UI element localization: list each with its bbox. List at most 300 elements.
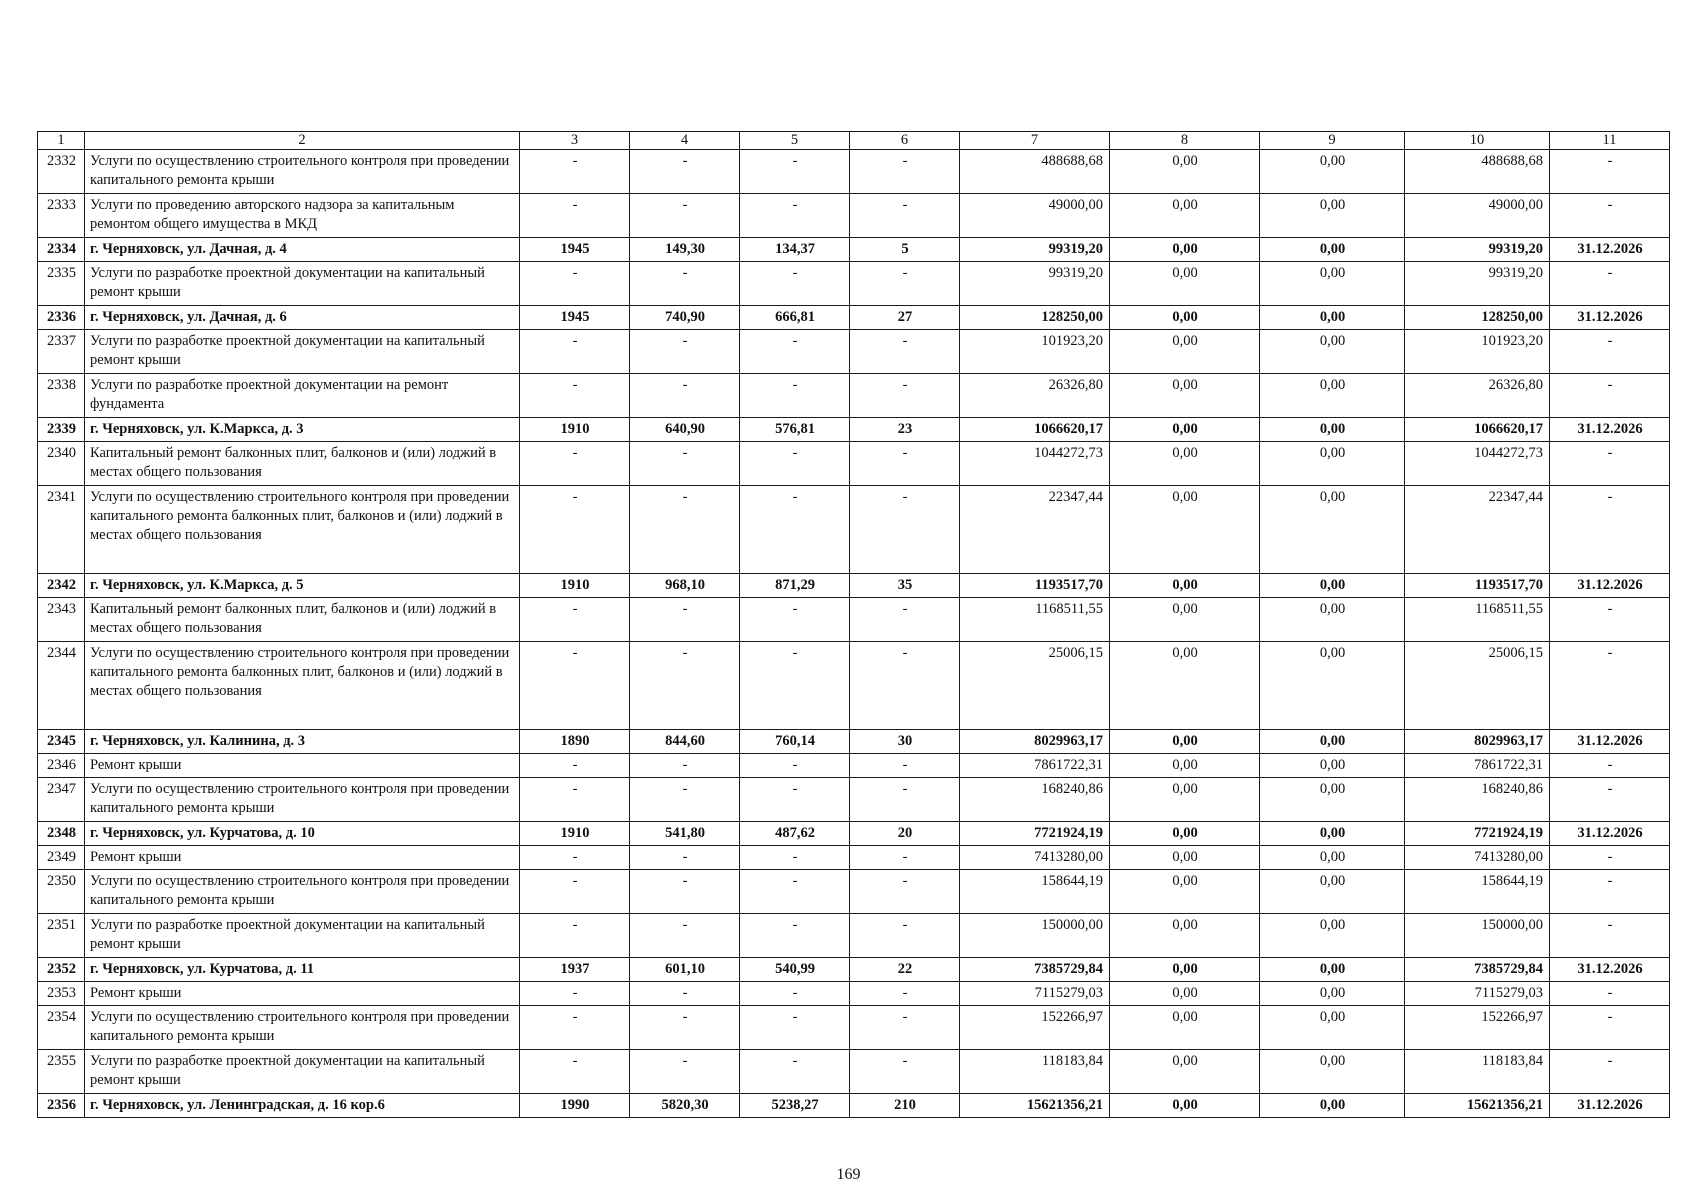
total-area-cell: - <box>630 778 740 822</box>
row-number-cell: 2343 <box>38 598 85 642</box>
deadline-cell: - <box>1550 914 1670 958</box>
living-area-cell: 134,37 <box>740 238 850 262</box>
year-cell: 1910 <box>520 418 630 442</box>
living-area-cell: 540,99 <box>740 958 850 982</box>
table-row <box>38 1094 1670 1118</box>
deadline-cell: - <box>1550 642 1670 730</box>
residents-cell: 35 <box>850 574 960 598</box>
fund-cell: 0,00 <box>1110 754 1260 778</box>
work-name-cell: Услуги по осуществлению строительного контроля при проведении капитального ремонта крыши <box>85 870 520 914</box>
row-number-cell: 2345 <box>38 730 85 754</box>
budget-cell: 0,00 <box>1260 262 1405 306</box>
work-name-cell: Ремонт крыши <box>85 846 520 870</box>
total-area-cell: - <box>630 442 740 486</box>
row-number-cell: 2337 <box>38 330 85 374</box>
total-cost-cell: 1044272,73 <box>960 442 1110 486</box>
row-number-cell: 2349 <box>38 846 85 870</box>
residents-cell: - <box>850 262 960 306</box>
year-cell: 1910 <box>520 574 630 598</box>
row-number-cell: 2355 <box>38 1050 85 1094</box>
budget-cell: 0,00 <box>1260 330 1405 374</box>
work-name-cell: Услуги по проведению авторского надзора за капитальным ремонтом общего имущества в МКД <box>85 194 520 238</box>
total-area-cell: 5820,30 <box>630 1094 740 1118</box>
deadline-cell: - <box>1550 330 1670 374</box>
total-cost-cell: 99319,20 <box>960 238 1110 262</box>
row-number-cell: 2332 <box>38 150 85 194</box>
work-name-cell: Услуги по осуществлению строительного контроля при проведении капитального ремонта крыши <box>85 150 520 194</box>
column-header: 7 <box>960 132 1110 150</box>
column-header: 10 <box>1405 132 1550 150</box>
deadline-cell: 31.12.2026 <box>1550 418 1670 442</box>
capital-repair-table <box>37 131 1670 1118</box>
deadline-cell: - <box>1550 1006 1670 1050</box>
deadline-cell: 31.12.2026 <box>1550 822 1670 846</box>
work-name-cell: Услуги по разработке проектной документации на капитальный ремонт крыши <box>85 262 520 306</box>
residents-cell: - <box>850 598 960 642</box>
deadline-cell: - <box>1550 870 1670 914</box>
fund-cell: 0,00 <box>1110 642 1260 730</box>
budget-cell: 0,00 <box>1260 194 1405 238</box>
total-cost-cell: 158644,19 <box>960 870 1110 914</box>
total-area-cell: 740,90 <box>630 306 740 330</box>
owners-funds-cell: 101923,20 <box>1405 330 1550 374</box>
owners-funds-cell: 7861722,31 <box>1405 754 1550 778</box>
budget-cell: 0,00 <box>1260 642 1405 730</box>
living-area-cell: - <box>740 778 850 822</box>
year-cell: - <box>520 262 630 306</box>
owners-funds-cell: 128250,00 <box>1405 306 1550 330</box>
column-header: 6 <box>850 132 960 150</box>
deadline-cell: - <box>1550 486 1670 574</box>
residents-cell: 22 <box>850 958 960 982</box>
work-name-cell: Капитальный ремонт балконных плит, балконов и (или) лоджий в местах общего пользования <box>85 442 520 486</box>
year-cell: - <box>520 1006 630 1050</box>
year-cell: - <box>520 778 630 822</box>
year-cell: - <box>520 870 630 914</box>
fund-cell: 0,00 <box>1110 1050 1260 1094</box>
year-cell: 1990 <box>520 1094 630 1118</box>
residents-cell: - <box>850 870 960 914</box>
deadline-cell: - <box>1550 194 1670 238</box>
residents-cell: - <box>850 778 960 822</box>
total-area-cell: 601,10 <box>630 958 740 982</box>
table-row <box>38 914 1670 958</box>
owners-funds-cell: 7385729,84 <box>1405 958 1550 982</box>
fund-cell: 0,00 <box>1110 194 1260 238</box>
column-number-row <box>38 132 1670 150</box>
row-number-cell: 2348 <box>38 822 85 846</box>
total-area-cell: - <box>630 914 740 958</box>
deadline-cell: 31.12.2026 <box>1550 238 1670 262</box>
fund-cell: 0,00 <box>1110 1006 1260 1050</box>
row-number-cell: 2342 <box>38 574 85 598</box>
total-cost-cell: 7861722,31 <box>960 754 1110 778</box>
fund-cell: 0,00 <box>1110 374 1260 418</box>
budget-cell: 0,00 <box>1260 374 1405 418</box>
total-cost-cell: 7721924,19 <box>960 822 1110 846</box>
total-area-cell: - <box>630 846 740 870</box>
budget-cell: 0,00 <box>1260 418 1405 442</box>
residents-cell: 210 <box>850 1094 960 1118</box>
fund-cell: 0,00 <box>1110 1094 1260 1118</box>
total-area-cell: 968,10 <box>630 574 740 598</box>
row-number-cell: 2340 <box>38 442 85 486</box>
work-name-cell: г. Черняховск, ул. Курчатова, д. 10 <box>85 822 520 846</box>
fund-cell: 0,00 <box>1110 598 1260 642</box>
work-name-cell: Услуги по разработке проектной документации на капитальный ремонт крыши <box>85 1050 520 1094</box>
row-number-cell: 2352 <box>38 958 85 982</box>
residents-cell: - <box>850 982 960 1006</box>
owners-funds-cell: 158644,19 <box>1405 870 1550 914</box>
year-cell: - <box>520 374 630 418</box>
residents-cell: - <box>850 642 960 730</box>
row-number-cell: 2335 <box>38 262 85 306</box>
residents-cell: - <box>850 846 960 870</box>
row-number-cell: 2351 <box>38 914 85 958</box>
fund-cell: 0,00 <box>1110 330 1260 374</box>
year-cell: - <box>520 442 630 486</box>
owners-funds-cell: 15621356,21 <box>1405 1094 1550 1118</box>
living-area-cell: 487,62 <box>740 822 850 846</box>
residents-cell: - <box>850 442 960 486</box>
year-cell: 1945 <box>520 238 630 262</box>
owners-funds-cell: 488688,68 <box>1405 150 1550 194</box>
residents-cell: - <box>850 1050 960 1094</box>
residents-cell: - <box>850 1006 960 1050</box>
row-number-cell: 2347 <box>38 778 85 822</box>
owners-funds-cell: 1168511,55 <box>1405 598 1550 642</box>
living-area-cell: - <box>740 442 850 486</box>
residents-cell: - <box>850 754 960 778</box>
table-row <box>38 870 1670 914</box>
table-row <box>38 330 1670 374</box>
budget-cell: 0,00 <box>1260 150 1405 194</box>
living-area-cell: - <box>740 982 850 1006</box>
total-area-cell: - <box>630 642 740 730</box>
deadline-cell: - <box>1550 778 1670 822</box>
fund-cell: 0,00 <box>1110 846 1260 870</box>
row-number-cell: 2356 <box>38 1094 85 1118</box>
table-row <box>38 730 1670 754</box>
living-area-cell: - <box>740 870 850 914</box>
year-cell: - <box>520 1050 630 1094</box>
deadline-cell: 31.12.2026 <box>1550 306 1670 330</box>
work-name-cell: Ремонт крыши <box>85 982 520 1006</box>
row-number-cell: 2338 <box>38 374 85 418</box>
year-cell: - <box>520 982 630 1006</box>
total-area-cell: - <box>630 374 740 418</box>
work-name-cell: г. Черняховск, ул. Калинина, д. 3 <box>85 730 520 754</box>
table-row <box>38 486 1670 574</box>
total-area-cell: - <box>630 262 740 306</box>
residents-cell: - <box>850 486 960 574</box>
living-area-cell: - <box>740 262 850 306</box>
budget-cell: 0,00 <box>1260 574 1405 598</box>
total-area-cell: 844,60 <box>630 730 740 754</box>
budget-cell: 0,00 <box>1260 1094 1405 1118</box>
year-cell: - <box>520 486 630 574</box>
work-name-cell: Услуги по осуществлению строительного контроля при проведении капитального ремонта крыши <box>85 1006 520 1050</box>
owners-funds-cell: 26326,80 <box>1405 374 1550 418</box>
owners-funds-cell: 49000,00 <box>1405 194 1550 238</box>
living-area-cell: 576,81 <box>740 418 850 442</box>
fund-cell: 0,00 <box>1110 238 1260 262</box>
column-header: 5 <box>740 132 850 150</box>
work-name-cell: г. Черняховск, ул. Курчатова, д. 11 <box>85 958 520 982</box>
owners-funds-cell: 1193517,70 <box>1405 574 1550 598</box>
living-area-cell: - <box>740 642 850 730</box>
fund-cell: 0,00 <box>1110 486 1260 574</box>
total-cost-cell: 99319,20 <box>960 262 1110 306</box>
total-area-cell: - <box>630 194 740 238</box>
fund-cell: 0,00 <box>1110 150 1260 194</box>
deadline-cell: 31.12.2026 <box>1550 958 1670 982</box>
total-cost-cell: 128250,00 <box>960 306 1110 330</box>
total-area-cell: 640,90 <box>630 418 740 442</box>
budget-cell: 0,00 <box>1260 822 1405 846</box>
deadline-cell: - <box>1550 846 1670 870</box>
column-header: 11 <box>1550 132 1670 150</box>
owners-funds-cell: 118183,84 <box>1405 1050 1550 1094</box>
table-row <box>38 598 1670 642</box>
total-area-cell: 541,80 <box>630 822 740 846</box>
table-body <box>38 150 1670 1118</box>
living-area-cell: - <box>740 598 850 642</box>
fund-cell: 0,00 <box>1110 778 1260 822</box>
residents-cell: - <box>850 150 960 194</box>
budget-cell: 0,00 <box>1260 870 1405 914</box>
owners-funds-cell: 7115279,03 <box>1405 982 1550 1006</box>
row-number-cell: 2336 <box>38 306 85 330</box>
total-cost-cell: 22347,44 <box>960 486 1110 574</box>
table-row <box>38 846 1670 870</box>
budget-cell: 0,00 <box>1260 958 1405 982</box>
total-area-cell: - <box>630 330 740 374</box>
total-area-cell: - <box>630 1006 740 1050</box>
year-cell: - <box>520 846 630 870</box>
total-area-cell: - <box>630 754 740 778</box>
year-cell: - <box>520 150 630 194</box>
deadline-cell: - <box>1550 374 1670 418</box>
owners-funds-cell: 99319,20 <box>1405 262 1550 306</box>
table-row <box>38 778 1670 822</box>
fund-cell: 0,00 <box>1110 442 1260 486</box>
deadline-cell: - <box>1550 442 1670 486</box>
total-cost-cell: 49000,00 <box>960 194 1110 238</box>
total-area-cell: - <box>630 870 740 914</box>
year-cell: - <box>520 330 630 374</box>
year-cell: - <box>520 194 630 238</box>
work-name-cell: г. Черняховск, ул. К.Маркса, д. 5 <box>85 574 520 598</box>
total-cost-cell: 118183,84 <box>960 1050 1110 1094</box>
deadline-cell: - <box>1550 1050 1670 1094</box>
living-area-cell: 5238,27 <box>740 1094 850 1118</box>
living-area-cell: - <box>740 194 850 238</box>
budget-cell: 0,00 <box>1260 598 1405 642</box>
fund-cell: 0,00 <box>1110 870 1260 914</box>
owners-funds-cell: 152266,97 <box>1405 1006 1550 1050</box>
residents-cell: 30 <box>850 730 960 754</box>
year-cell: 1937 <box>520 958 630 982</box>
deadline-cell: 31.12.2026 <box>1550 1094 1670 1118</box>
work-name-cell: Услуги по разработке проектной документации на капитальный ремонт крыши <box>85 330 520 374</box>
deadline-cell: - <box>1550 982 1670 1006</box>
budget-cell: 0,00 <box>1260 778 1405 822</box>
total-area-cell: - <box>630 1050 740 1094</box>
total-area-cell: - <box>630 150 740 194</box>
budget-cell: 0,00 <box>1260 306 1405 330</box>
owners-funds-cell: 8029963,17 <box>1405 730 1550 754</box>
deadline-cell: 31.12.2026 <box>1550 730 1670 754</box>
total-area-cell: - <box>630 598 740 642</box>
owners-funds-cell: 7721924,19 <box>1405 822 1550 846</box>
residents-cell: 23 <box>850 418 960 442</box>
work-name-cell: Услуги по разработке проектной документации на ремонт фундамента <box>85 374 520 418</box>
living-area-cell: - <box>740 1006 850 1050</box>
residents-cell: - <box>850 914 960 958</box>
work-name-cell: г. Черняховск, ул. Дачная, д. 4 <box>85 238 520 262</box>
column-header: 1 <box>38 132 85 150</box>
year-cell: - <box>520 914 630 958</box>
work-name-cell: г. Черняховск, ул. К.Маркса, д. 3 <box>85 418 520 442</box>
living-area-cell: 666,81 <box>740 306 850 330</box>
total-cost-cell: 26326,80 <box>960 374 1110 418</box>
year-cell: - <box>520 598 630 642</box>
total-area-cell: - <box>630 982 740 1006</box>
living-area-cell: - <box>740 754 850 778</box>
work-name-cell: г. Черняховск, ул. Ленинградская, д. 16 кор.6 <box>85 1094 520 1118</box>
budget-cell: 0,00 <box>1260 982 1405 1006</box>
total-cost-cell: 15621356,21 <box>960 1094 1110 1118</box>
year-cell: - <box>520 754 630 778</box>
table-row <box>38 1050 1670 1094</box>
row-number-cell: 2354 <box>38 1006 85 1050</box>
total-area-cell: - <box>630 486 740 574</box>
table-row <box>38 754 1670 778</box>
owners-funds-cell: 7413280,00 <box>1405 846 1550 870</box>
fund-cell: 0,00 <box>1110 958 1260 982</box>
year-cell: 1890 <box>520 730 630 754</box>
living-area-cell: - <box>740 914 850 958</box>
table-row <box>38 1006 1670 1050</box>
living-area-cell: 871,29 <box>740 574 850 598</box>
table-row <box>38 822 1670 846</box>
budget-cell: 0,00 <box>1260 754 1405 778</box>
year-cell: - <box>520 642 630 730</box>
fund-cell: 0,00 <box>1110 574 1260 598</box>
row-number-cell: 2333 <box>38 194 85 238</box>
deadline-cell: - <box>1550 598 1670 642</box>
total-cost-cell: 150000,00 <box>960 914 1110 958</box>
living-area-cell: - <box>740 330 850 374</box>
deadline-cell: 31.12.2026 <box>1550 574 1670 598</box>
work-name-cell: Услуги по разработке проектной документации на капитальный ремонт крыши <box>85 914 520 958</box>
budget-cell: 0,00 <box>1260 486 1405 574</box>
total-cost-cell: 25006,15 <box>960 642 1110 730</box>
living-area-cell: - <box>740 1050 850 1094</box>
living-area-cell: - <box>740 486 850 574</box>
owners-funds-cell: 150000,00 <box>1405 914 1550 958</box>
residents-cell: - <box>850 194 960 238</box>
budget-cell: 0,00 <box>1260 914 1405 958</box>
total-cost-cell: 488688,68 <box>960 150 1110 194</box>
total-cost-cell: 168240,86 <box>960 778 1110 822</box>
total-cost-cell: 7115279,03 <box>960 982 1110 1006</box>
living-area-cell: - <box>740 150 850 194</box>
living-area-cell: - <box>740 846 850 870</box>
residents-cell: 5 <box>850 238 960 262</box>
row-number-cell: 2344 <box>38 642 85 730</box>
table-row <box>38 418 1670 442</box>
fund-cell: 0,00 <box>1110 306 1260 330</box>
owners-funds-cell: 25006,15 <box>1405 642 1550 730</box>
budget-cell: 0,00 <box>1260 238 1405 262</box>
work-name-cell: Услуги по осуществлению строительного контроля при проведении капитального ремонта балконных плит, балконов и (или) лоджий в местах общего пользования <box>85 486 520 574</box>
residents-cell: 20 <box>850 822 960 846</box>
table-row <box>38 150 1670 194</box>
deadline-cell: - <box>1550 754 1670 778</box>
row-number-cell: 2353 <box>38 982 85 1006</box>
row-number-cell: 2346 <box>38 754 85 778</box>
total-cost-cell: 1066620,17 <box>960 418 1110 442</box>
table-row <box>38 642 1670 730</box>
row-number-cell: 2350 <box>38 870 85 914</box>
table-row <box>38 442 1670 486</box>
fund-cell: 0,00 <box>1110 262 1260 306</box>
fund-cell: 0,00 <box>1110 914 1260 958</box>
row-number-cell: 2339 <box>38 418 85 442</box>
fund-cell: 0,00 <box>1110 730 1260 754</box>
living-area-cell: - <box>740 374 850 418</box>
owners-funds-cell: 99319,20 <box>1405 238 1550 262</box>
work-name-cell: Капитальный ремонт балконных плит, балконов и (или) лоджий в местах общего пользования <box>85 598 520 642</box>
total-cost-cell: 7413280,00 <box>960 846 1110 870</box>
deadline-cell: - <box>1550 150 1670 194</box>
work-name-cell: Услуги по осуществлению строительного контроля при проведении капитального ремонта крыши <box>85 778 520 822</box>
table-row <box>38 574 1670 598</box>
owners-funds-cell: 1044272,73 <box>1405 442 1550 486</box>
total-area-cell: 149,30 <box>630 238 740 262</box>
table-row <box>38 238 1670 262</box>
fund-cell: 0,00 <box>1110 822 1260 846</box>
work-name-cell: Услуги по осуществлению строительного контроля при проведении капитального ремонта балконных плит, балконов и (или) лоджий в местах общего пользования <box>85 642 520 730</box>
table-row <box>38 374 1670 418</box>
page-number: 169 <box>836 1166 861 1183</box>
table-row <box>38 958 1670 982</box>
total-cost-cell: 8029963,17 <box>960 730 1110 754</box>
work-name-cell: г. Черняховск, ул. Дачная, д. 6 <box>85 306 520 330</box>
budget-cell: 0,00 <box>1260 1006 1405 1050</box>
column-header: 2 <box>85 132 520 150</box>
total-cost-cell: 1193517,70 <box>960 574 1110 598</box>
total-cost-cell: 1168511,55 <box>960 598 1110 642</box>
total-cost-cell: 152266,97 <box>960 1006 1110 1050</box>
table-row <box>38 982 1670 1006</box>
residents-cell: 27 <box>850 306 960 330</box>
budget-cell: 0,00 <box>1260 1050 1405 1094</box>
budget-cell: 0,00 <box>1260 442 1405 486</box>
total-cost-cell: 7385729,84 <box>960 958 1110 982</box>
owners-funds-cell: 1066620,17 <box>1405 418 1550 442</box>
year-cell: 1910 <box>520 822 630 846</box>
deadline-cell: - <box>1550 262 1670 306</box>
budget-cell: 0,00 <box>1260 730 1405 754</box>
table-row <box>38 262 1670 306</box>
row-number-cell: 2341 <box>38 486 85 574</box>
column-header: 9 <box>1260 132 1405 150</box>
total-cost-cell: 101923,20 <box>960 330 1110 374</box>
fund-cell: 0,00 <box>1110 982 1260 1006</box>
